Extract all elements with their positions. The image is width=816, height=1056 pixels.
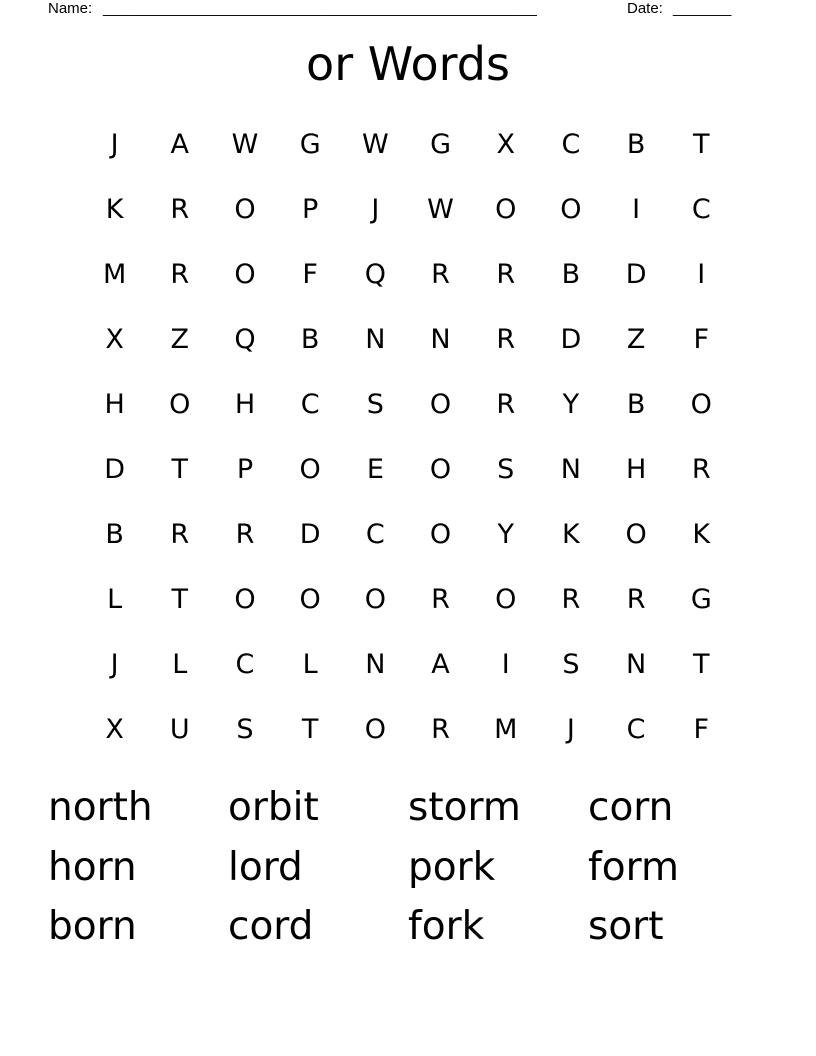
grid-cell[interactable]: O [429, 519, 452, 550]
name-field-line[interactable]: ____________________________________________________ [103, 0, 537, 17]
grid-cell[interactable]: T [171, 454, 189, 485]
grid-cell[interactable]: C [300, 389, 320, 420]
grid-cell[interactable]: O [364, 584, 386, 615]
word-list-item: north [48, 785, 153, 830]
grid-cell[interactable]: B [300, 324, 320, 355]
date-label: Date: [627, 0, 663, 17]
grid-cell[interactable]: D [299, 519, 321, 550]
grid-cell[interactable]: O [429, 454, 452, 485]
grid-row [82, 632, 734, 697]
grid-cell[interactable]: Z [626, 324, 646, 355]
grid-cell[interactable]: O [495, 194, 517, 225]
grid-cell[interactable]: B [626, 129, 646, 160]
grid-cell[interactable]: J [371, 194, 380, 225]
grid-cell[interactable]: I [501, 649, 510, 680]
grid-cell[interactable]: D [104, 454, 125, 485]
grid-cell[interactable]: N [625, 649, 647, 680]
grid-row [82, 372, 734, 437]
grid-cell[interactable]: M [494, 714, 518, 745]
grid-cell[interactable]: B [105, 519, 124, 550]
grid-row [82, 242, 734, 307]
grid-cell[interactable]: G [299, 129, 321, 160]
word-list-item: corn [588, 785, 674, 830]
grid-cell[interactable]: R [170, 259, 190, 290]
grid-cell[interactable]: H [104, 389, 125, 420]
grid-cell[interactable]: S [236, 714, 254, 745]
grid-cell[interactable]: R [626, 584, 646, 615]
word-list-row [48, 778, 768, 838]
grid-cell[interactable]: S [497, 454, 515, 485]
grid-cell[interactable]: W [231, 129, 259, 160]
grid-cell[interactable]: R [431, 259, 450, 290]
grid-cell[interactable]: R [170, 519, 190, 550]
grid-cell[interactable]: M [102, 259, 127, 290]
grid-cell[interactable]: C [561, 129, 581, 160]
grid-cell[interactable]: P [236, 454, 254, 485]
date-field-line[interactable]: _______ [673, 0, 732, 17]
grid-cell[interactable]: O [169, 389, 191, 420]
grid-cell[interactable]: B [626, 389, 646, 420]
grid-cell[interactable]: P [302, 194, 319, 225]
grid-cell[interactable]: W [427, 194, 454, 225]
grid-cell[interactable]: R [496, 324, 516, 355]
grid-cell[interactable]: S [366, 389, 384, 420]
grid-cell[interactable]: T [693, 129, 710, 160]
grid-cell[interactable]: Q [234, 324, 256, 355]
grid-cell[interactable]: N [365, 649, 386, 680]
word-list-item: lord [228, 844, 303, 890]
grid-cell[interactable]: T [693, 649, 710, 680]
grid-cell[interactable]: X [105, 714, 124, 745]
word-list-item: orbit [228, 785, 319, 830]
name-label: Name: [48, 0, 93, 17]
grid-cell[interactable]: H [234, 389, 256, 420]
grid-cell[interactable]: J [566, 714, 575, 745]
grid-cell[interactable]: J [110, 129, 119, 160]
grid-cell[interactable]: O [495, 584, 517, 615]
grid-cell[interactable]: U [169, 714, 190, 745]
grid-cell[interactable]: J [110, 649, 119, 680]
word-list-item: fork [408, 904, 485, 949]
grid-cell[interactable]: A [170, 129, 190, 160]
grid-cell[interactable]: X [105, 324, 124, 355]
grid-cell[interactable]: R [496, 259, 516, 290]
word-list-item: horn [48, 844, 137, 890]
grid-cell[interactable]: O [625, 519, 647, 550]
grid-cell[interactable]: K [562, 519, 580, 550]
word-list-item: form [588, 844, 679, 890]
grid-cell[interactable]: G [430, 129, 451, 160]
grid-cell[interactable]: R [496, 389, 516, 420]
word-list-item: cord [228, 904, 314, 949]
grid-cell[interactable]: A [431, 649, 450, 680]
grid-cell[interactable]: R [431, 584, 450, 615]
word-list [48, 778, 768, 957]
word-list-row [48, 838, 768, 898]
grid-cell[interactable]: O [234, 584, 256, 615]
grid-row [82, 112, 734, 177]
grid-cell[interactable]: C [235, 649, 255, 680]
grid-cell[interactable]: R [431, 714, 450, 745]
word-list-item: born [48, 904, 137, 949]
grid-cell[interactable]: X [496, 129, 515, 160]
grid-cell[interactable]: O [560, 194, 582, 225]
grid-cell[interactable]: O [364, 714, 386, 745]
grid-cell[interactable]: O [429, 389, 452, 420]
grid-cell[interactable]: R [235, 519, 255, 550]
grid-cell[interactable]: N [430, 324, 451, 355]
grid-cell[interactable]: R [170, 194, 190, 225]
grid-cell[interactable]: S [562, 649, 580, 680]
grid-cell[interactable]: O [234, 259, 256, 290]
grid-cell[interactable]: D [560, 324, 582, 355]
grid-cell[interactable]: L [172, 649, 188, 680]
grid-cell[interactable]: G [690, 584, 712, 615]
grid-cell[interactable]: T [171, 584, 189, 615]
grid-cell[interactable]: O [299, 584, 321, 615]
grid-cell[interactable]: F [302, 259, 318, 290]
word-list-row [48, 897, 768, 957]
grid-cell[interactable]: Y [497, 519, 514, 550]
word-list-item: sort [588, 904, 664, 949]
grid-row [82, 437, 734, 502]
grid-cell[interactable]: O [690, 389, 712, 420]
word-list-item: pork [408, 844, 496, 890]
page-title: or Words [306, 37, 510, 91]
grid-cell[interactable]: C [691, 194, 711, 225]
letter-grid [82, 112, 734, 762]
grid-cell[interactable]: Q [364, 259, 386, 290]
grid-cell[interactable]: W [361, 129, 389, 160]
grid-cell[interactable]: K [105, 194, 124, 225]
grid-row [82, 567, 734, 632]
grid-cell[interactable]: O [234, 194, 256, 225]
grid-cell[interactable]: H [625, 454, 647, 485]
grid-cell[interactable]: I [632, 194, 641, 225]
grid-row [82, 502, 734, 567]
grid-cell[interactable]: F [693, 324, 710, 355]
grid-cell[interactable]: C [365, 519, 385, 550]
header [48, 0, 748, 20]
grid-row [82, 697, 734, 762]
grid-cell[interactable]: I [697, 259, 706, 290]
grid-cell[interactable]: B [561, 259, 581, 290]
grid-cell[interactable]: N [560, 454, 581, 485]
grid-cell[interactable]: Y [562, 389, 580, 420]
grid-cell[interactable]: K [692, 519, 711, 550]
grid-row [82, 307, 734, 372]
grid-cell[interactable]: N [365, 324, 386, 355]
grid-cell[interactable]: D [625, 259, 647, 290]
grid-cell[interactable]: T [301, 714, 319, 745]
grid-cell[interactable]: E [366, 454, 384, 485]
grid-cell[interactable]: R [691, 454, 711, 485]
grid-cell[interactable]: R [561, 584, 581, 615]
grid-cell[interactable]: F [693, 714, 710, 745]
grid-row [82, 177, 734, 242]
grid-cell[interactable]: C [626, 714, 646, 745]
grid-cell[interactable]: O [299, 454, 321, 485]
word-list-item: storm [408, 785, 521, 830]
grid-cell[interactable]: L [302, 649, 318, 680]
grid-cell[interactable]: L [107, 584, 123, 615]
grid-cell[interactable]: Z [170, 324, 190, 355]
